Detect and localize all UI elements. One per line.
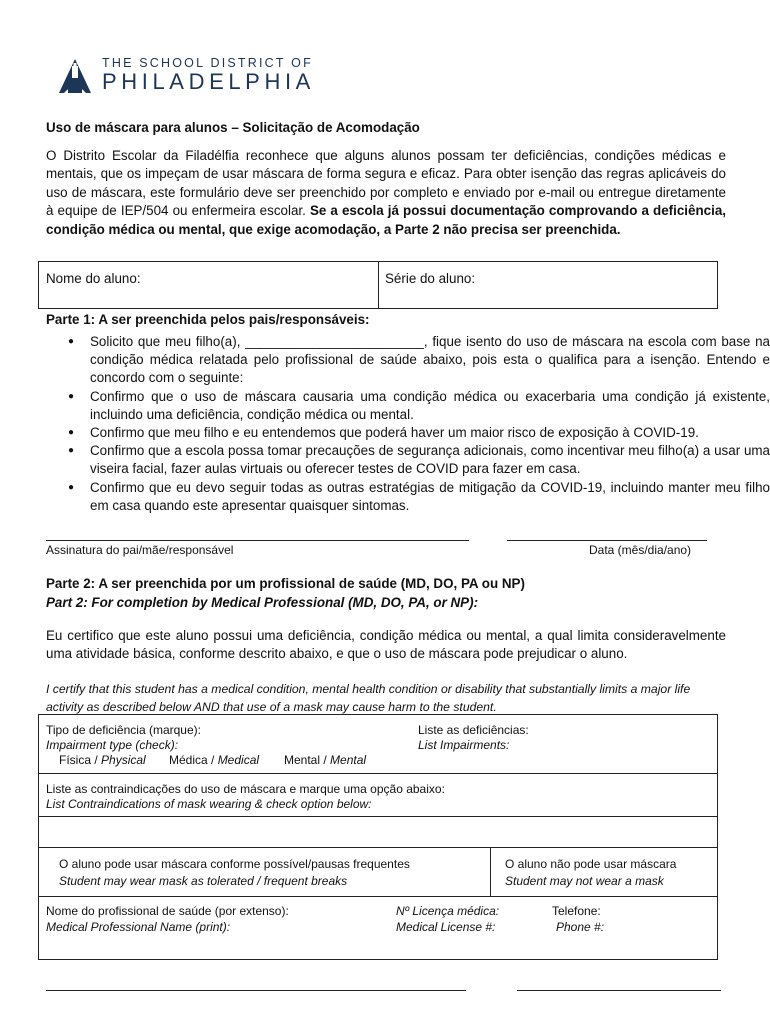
certification-pt: Eu certifico que este aluno possui uma deficiência, condição médica ou mental, a qual limita consideravelmente uma atividade básica, conforme descrito abaixo, e que o uso de máscara pode prejudicar o aluno. xyxy=(46,628,726,662)
student-grade-label: Série do aluno: xyxy=(385,271,476,286)
medical-form-box xyxy=(38,714,718,960)
impairment-option-medical[interactable] xyxy=(169,753,259,768)
license-pt: Nº Licença médica: xyxy=(396,904,500,918)
professional-name-pt: Nome do profissional de saúde (por extenso): xyxy=(46,904,289,918)
impairment-label-pt: Tipo de deficiência (marque): xyxy=(46,723,201,737)
option-cannot-wear-pt[interactable]: O aluno não pode usar máscara xyxy=(505,857,677,871)
logo-line-2: PHILADELPHIA xyxy=(102,69,315,94)
part1-bullet-3: ● Confirmo que meu filho e eu entendemos que poderá haver um maior risco de exposição à COVID-19. xyxy=(90,424,770,442)
option-can-wear-en: Student may wear mask as tolerated / frequent breaks xyxy=(59,874,348,888)
part2-heading: Parte 2: A ser preenchida por um profissional de saúde (MD, DO, PA ou NP) xyxy=(46,576,525,591)
logo-line-1: THE SCHOOL DISTRICT OF xyxy=(102,56,313,70)
signature-label: Assinatura do pai/mãe/responsável xyxy=(46,543,234,557)
certification-en: I certify that this student has a medical condition, mental health condition or disability that substantially limits a major life activity as described below AND that use of a mask may cause harm to the student. xyxy=(46,682,691,714)
phone-pt: Telefone: xyxy=(552,904,601,918)
intro-paragraph xyxy=(46,147,726,239)
parent-signature-line[interactable] xyxy=(46,540,469,541)
list-impairments-pt: Liste as deficiências: xyxy=(418,723,529,737)
medical-date-line[interactable] xyxy=(517,990,721,991)
physical-pt: Física / xyxy=(59,753,102,767)
part1-bullet-list xyxy=(46,333,770,515)
student-info-box xyxy=(38,261,718,309)
student-name-label: Nome do aluno: xyxy=(46,271,141,286)
physical-en: Physical xyxy=(101,753,146,767)
part1-bullet-1: ● Solicito que meu filho(a), ________________________, fique isento do uso de máscara na escola com base na condição médica relatada pelo profissional de saúde abaixo, pois esta o qualifica para a isenção. Entendo e concordo com o seguinte: xyxy=(90,333,770,388)
mental-en: Mental xyxy=(330,753,367,767)
list-impairments-en: List Impairments: xyxy=(418,738,510,752)
intro-bold-text: Se a escola já possui documentação comprovando a deficiência, condição médica ou mental, que exige acomodação, a Parte 2 não precisa ser preenchida. xyxy=(46,203,726,237)
medical-pt: Médica / xyxy=(169,753,218,767)
part1-bullet-4: ● Confirmo que a escola possa tomar precauções de segurança adicionais, como incentivar meu filho(a) a usar uma viseira facial, fazer aulas virtuais ou oferecer testes de COVID para fazer em casa. xyxy=(90,442,770,478)
part2-heading-en: Part 2: For completion by Medical Professional (MD, DO, PA, or NP): xyxy=(46,595,479,610)
impairment-label-en: Impairment type (check): xyxy=(46,738,179,752)
license-en: Medical License #: xyxy=(396,920,496,934)
part1-bullet-5: ● Confirmo que eu devo seguir todas as outras estratégias de mitigação da COVID-19, incluindo manter meu filho em casa quando este apresentar quaisquer sintomas. xyxy=(90,479,770,515)
intro-text: O Distrito Escolar da Filadélfia reconhece que alguns alunos possam ter deficiências, condições médicas e mentais, que os impeçam de usar máscara de forma segura e eficaz. Para obter isenção das regras aplicáveis do uso de máscara, este formulário deve ser preenchido por completo e enviado por e-mail ou entregue diretamente à equipe de IEP/504 ou enfermeira escolar. xyxy=(46,148,726,219)
part1-heading: Parte 1: A ser preenchida pelos pais/responsáveis: xyxy=(46,312,370,327)
contraindications-input[interactable] xyxy=(39,817,717,847)
page-title: Uso de máscara para alunos – Solicitação de Acomodação xyxy=(46,120,420,135)
parent-date-line[interactable] xyxy=(507,540,707,541)
district-logo xyxy=(58,54,328,98)
professional-name-en: Medical Professional Name (print): xyxy=(46,920,231,934)
impairment-option-physical[interactable] xyxy=(59,753,146,768)
contraindications-pt: Liste as contraindicações do uso de máscara e marque uma opção abaixo: xyxy=(46,782,445,796)
part1-bullet-2: ● Confirmo que o uso de máscara causaria uma condição médica ou exacerbaria uma condição já existente, incluindo uma deficiência, condição médica ou mental. xyxy=(90,388,770,424)
contraindications-en: List Contraindications of mask wearing & check option below: xyxy=(46,797,372,811)
option-cannot-wear-en: Student may not wear a mask xyxy=(505,874,664,888)
option-can-wear-pt[interactable]: O aluno pode usar máscara conforme possível/pausas frequentes xyxy=(59,857,410,871)
date-label: Data (mês/dia/ano) xyxy=(589,543,692,557)
mental-pt: Mental / xyxy=(284,753,331,767)
phone-en: Phone #: xyxy=(556,920,605,934)
medical-signature-line[interactable] xyxy=(46,990,466,991)
bell-tower-icon xyxy=(58,58,92,94)
impairment-option-mental[interactable] xyxy=(284,753,366,768)
medical-en: Medical xyxy=(217,753,260,767)
